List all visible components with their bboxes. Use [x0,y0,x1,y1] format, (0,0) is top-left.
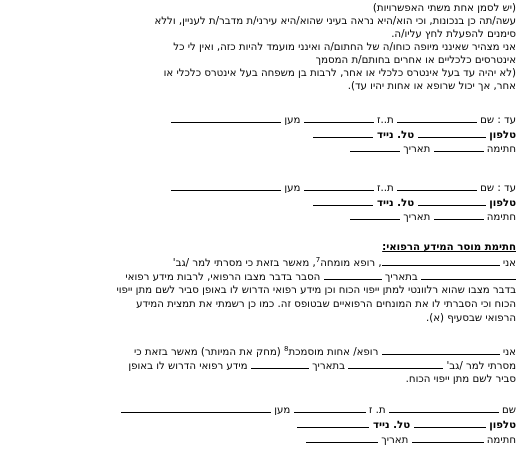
intro-line-2: עשה/תה כן בנכונות, וכי הוא/היא נראה בעיני שהוא/היא עירני/ת מדבר/ת לעניין, וללא [154,16,516,27]
medical-p2-patient-field[interactable] [348,359,443,369]
intro-line-6: (לא יהיה עד בעל אינטרס כלכלי או אחר, לרבות בן משפחה בעל אינטרס כלכלי או [163,68,516,79]
signer-signature-row [4,433,516,447]
witness2-signature-row [4,210,516,224]
intro-line-5: אינטרסים כלכליים או אחרים בחותם/ת המסמך [315,55,516,66]
medical-nurse-name-field[interactable] [382,345,500,355]
signer-id-label: ת. ז [368,405,386,416]
medical-p1-doctor-text: , רופא מומחה [320,258,382,269]
witness2-name-label: : שם [480,183,501,194]
signer-address-label: מען [274,405,291,416]
signer-phone-field[interactable] [414,418,486,428]
witness1-date-field[interactable] [350,142,400,152]
witness2-phone-row [4,196,516,210]
medical-p1-date-field[interactable] [324,270,382,280]
medical-p2-gave-text: מסרתי למר /גב' [446,361,516,372]
medical-p2-date-field[interactable] [251,359,309,369]
intro-line-4: אני מצהיר שאינני מיופה כוחו/ה של החתום/ה ואינני מועמד להיות כזה, ואין לי כל [173,42,516,53]
medical-p1-date-label: בתאריך [384,272,418,283]
witness1-signature-field[interactable] [434,142,484,152]
witness2-mobile-field[interactable] [313,196,373,206]
witness2-id-field[interactable] [304,181,374,191]
witness1-address-label: מען [284,115,301,126]
signer-phone-label: טלפון [489,420,516,431]
medical-p2-i-label: אני [502,347,516,358]
medical-p1-i-label: אני [502,258,516,269]
witness2-name-field[interactable] [397,181,477,191]
witness1-name-field[interactable] [397,113,477,123]
medical-p2-line-2 [4,359,516,373]
witness1-id-label: ת..ז [376,115,394,126]
footnote-7: 7 [315,256,321,264]
signer-name-row [4,403,516,417]
signer-mobile-field[interactable] [297,418,369,428]
medical-p1-line-1 [4,256,516,271]
medical-p2-info-text: מידע רפואי הדרוש לו באופן [128,361,248,372]
signer-mobile-label: טל. נייד [373,420,411,431]
medical-p2-date-label: בתאריך [312,361,345,372]
witness1-address-field[interactable] [171,113,281,123]
medical-patient-name-field[interactable] [421,270,516,280]
footnote-8: 8 [284,345,289,353]
medical-section-title: חתימת מוסר המידע הרפואי: [382,242,516,253]
witness2-address-label: מען [284,183,301,194]
medical-p2-line-3: סביר לשם מתן ייפוי הכוח. [405,374,516,385]
medical-p1-explain-text: הסבר בדבר מצבו הרפואי, לרבות מידע רפואי [125,272,321,283]
medical-doctor-name-field[interactable] [382,256,500,266]
signer-name-field[interactable] [389,403,499,413]
witness2-date-label: תאריך [403,212,431,223]
signer-id-field[interactable] [294,403,366,413]
witness1-mobile-field[interactable] [313,128,373,138]
witness2-phone-label: טלפון [489,198,516,209]
witness1-name-row [4,113,516,127]
medical-p1-line-3: בדבר מצבו שהוא רלוונטי למתן ייפוי הכוח וכן מידע רפואי הדרוש לו באופן סביר לשם מתן ייפוי [116,285,516,296]
witness1-date-label: תאריך [403,144,431,155]
witness2-signature-label: חתימה [486,212,516,223]
witness2-signature-field[interactable] [434,210,484,220]
medical-p2-line-1 [4,345,516,360]
witness2-id-label: ת..ז [376,183,394,194]
witness1-phone-field[interactable] [418,128,486,138]
medical-p1-line-2 [4,270,516,284]
witness2-date-field[interactable] [350,210,400,220]
signer-date-field[interactable] [306,433,378,443]
witness2-phone-field[interactable] [418,196,486,206]
medical-p2-role-text: רופא/ אחות מוסמכת [288,347,379,358]
intro-line-3: סימנים להפעלת לחץ עליו/ה. [391,29,516,40]
witness1-id-field[interactable] [304,113,374,123]
intro-line-1: (יש לסמן אחת משתי האפשרויות) [372,3,516,14]
witness1-name-label: : שם [480,115,501,126]
witness1-signature-label: חתימה [486,144,516,155]
signer-phone-row [4,418,516,432]
witness2-address-field[interactable] [171,181,281,191]
witness2-mobile-label: טל. נייד [377,198,415,209]
signer-date-label: תאריך [381,435,409,446]
signer-signature-label: חתימה [486,435,516,446]
signer-signature-field[interactable] [412,433,484,443]
witness1-phone-row [4,128,516,142]
witness1-phone-label: טלפון [489,130,516,141]
witness1-label: עד [504,115,516,126]
witness1-mobile-label: טל. נייד [377,130,415,141]
witness2-name-row [4,181,516,195]
medical-p1-line-4: הכוח וכי הסברתי לו את המונחים הרפואיים שבטופס זה. כמו כן רשמתי את תמצית המידע [136,299,516,310]
signer-name-label: שם [502,405,516,416]
medical-p2-confirm-text: (מחק את המיותר) מאשר בזאת כי [133,347,281,358]
signer-address-field[interactable] [121,403,271,413]
intro-line-7: אחר, אך יכול שרופא או אחות יהיו עד). [347,81,516,92]
medical-p1-confirm-text: , מאשר בזאת כי מסרתי למר /גב' [172,258,316,269]
witness2-label: עד [504,183,516,194]
medical-p1-line-5: הרפואי שבסעיף (א). [426,313,516,324]
witness1-signature-row [4,142,516,156]
